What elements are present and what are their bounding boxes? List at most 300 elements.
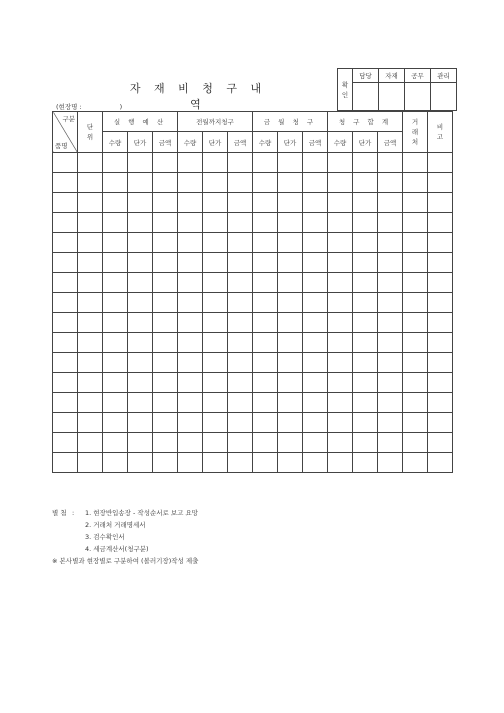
table-cell[interactable]: [153, 453, 178, 473]
table-cell[interactable]: [103, 193, 128, 213]
table-cell[interactable]: [178, 233, 203, 253]
table-cell[interactable]: [128, 393, 153, 413]
table-cell[interactable]: [303, 333, 328, 353]
table-cell[interactable]: [378, 433, 403, 453]
table-cell[interactable]: [103, 453, 128, 473]
table-cell[interactable]: [228, 413, 253, 433]
table-cell[interactable]: [378, 193, 403, 213]
table-cell[interactable]: [353, 153, 378, 173]
table-cell[interactable]: [78, 233, 103, 253]
table-cell[interactable]: [228, 173, 253, 193]
corner-header-item-name: 품명: [55, 142, 68, 150]
table-cell[interactable]: [253, 153, 278, 173]
table-cell[interactable]: [203, 373, 228, 393]
table-cell[interactable]: [378, 333, 403, 353]
table-cell[interactable]: [328, 293, 353, 313]
table-cell[interactable]: [78, 253, 103, 273]
table-cell[interactable]: [228, 213, 253, 233]
table-cell[interactable]: [278, 393, 303, 413]
table-cell[interactable]: [53, 373, 78, 393]
table-cell[interactable]: [128, 193, 153, 213]
table-cell[interactable]: [378, 353, 403, 373]
note-line: [52, 507, 198, 519]
table-cell[interactable]: [378, 453, 403, 473]
table-cell[interactable]: [403, 213, 428, 233]
table-cell[interactable]: [278, 253, 303, 273]
table-cell[interactable]: [403, 293, 428, 313]
table-cell[interactable]: [53, 213, 78, 233]
table-cell[interactable]: [153, 273, 178, 293]
table-cell[interactable]: [78, 273, 103, 293]
table-cell[interactable]: [253, 293, 278, 313]
table-row: [53, 233, 453, 253]
table-cell[interactable]: [303, 213, 328, 233]
table-cell[interactable]: [228, 253, 253, 273]
table-cell[interactable]: [278, 273, 303, 293]
table-cell[interactable]: [328, 353, 353, 373]
site-name-line: [56, 102, 122, 111]
table-cell[interactable]: [203, 453, 228, 473]
table-cell[interactable]: [203, 213, 228, 233]
table-cell[interactable]: [153, 313, 178, 333]
table-cell[interactable]: [153, 253, 178, 273]
table-cell[interactable]: [428, 313, 453, 333]
table-cell[interactable]: [353, 413, 378, 433]
table-cell[interactable]: [153, 413, 178, 433]
table-cell[interactable]: [153, 393, 178, 413]
footnote: ※ 본사별과 현장별로 구분하여 (볼러기장)작성 제출: [52, 557, 199, 565]
table-cell[interactable]: [128, 293, 153, 313]
table-cell[interactable]: [403, 453, 428, 473]
table-cell[interactable]: [203, 273, 228, 293]
table-cell[interactable]: [403, 433, 428, 453]
table-cell[interactable]: [428, 433, 453, 453]
table-cell[interactable]: [378, 293, 403, 313]
table-cell[interactable]: [53, 433, 78, 453]
table-cell[interactable]: [178, 153, 203, 173]
corner-header-category: 구분: [62, 115, 75, 123]
table-cell[interactable]: [228, 333, 253, 353]
corner-header-cell: [53, 112, 78, 153]
table-cell[interactable]: [253, 253, 278, 273]
table-cell[interactable]: [403, 393, 428, 413]
table-cell[interactable]: [178, 453, 203, 473]
table-cell[interactable]: [203, 193, 228, 213]
table-cell[interactable]: [328, 393, 353, 413]
table-cell[interactable]: [328, 173, 353, 193]
sub-header-unit-price: 단가: [353, 132, 378, 153]
table-cell[interactable]: [378, 413, 403, 433]
table-cell[interactable]: [378, 173, 403, 193]
table-cell[interactable]: [403, 273, 428, 293]
table-cell[interactable]: [128, 413, 153, 433]
table-cell[interactable]: [103, 393, 128, 413]
table-cell[interactable]: [328, 413, 353, 433]
table-cell[interactable]: [303, 233, 328, 253]
table-cell[interactable]: [403, 153, 428, 173]
table-cell[interactable]: [253, 353, 278, 373]
table-cell[interactable]: [53, 313, 78, 333]
table-cell[interactable]: [153, 193, 178, 213]
table-cell[interactable]: [328, 433, 353, 453]
table-cell[interactable]: [428, 233, 453, 253]
table-cell[interactable]: [428, 253, 453, 273]
table-cell[interactable]: [53, 393, 78, 413]
table-cell[interactable]: [353, 253, 378, 273]
unit-header: [78, 112, 103, 153]
table-cell[interactable]: [53, 153, 78, 173]
table-cell[interactable]: [53, 173, 78, 193]
sub-header-amount: 금액: [303, 132, 328, 153]
table-cell[interactable]: [203, 353, 228, 373]
table-cell[interactable]: [78, 193, 103, 213]
table-cell[interactable]: [353, 353, 378, 373]
table-cell[interactable]: [153, 173, 178, 193]
table-cell[interactable]: [428, 173, 453, 193]
table-cell[interactable]: [353, 313, 378, 333]
group-header-budget: 실 행 예 산: [103, 112, 178, 132]
table-cell[interactable]: [78, 153, 103, 173]
table-cell[interactable]: [78, 333, 103, 353]
table-cell[interactable]: [78, 413, 103, 433]
sub-header-quantity: 수량: [328, 132, 353, 153]
table-cell[interactable]: [378, 393, 403, 413]
table-cell[interactable]: [53, 333, 78, 353]
table-cell[interactable]: [403, 313, 428, 333]
table-cell[interactable]: [278, 333, 303, 353]
table-cell[interactable]: [403, 233, 428, 253]
table-cell[interactable]: [178, 353, 203, 373]
table-cell[interactable]: [203, 153, 228, 173]
table-cell[interactable]: [253, 393, 278, 413]
table-cell[interactable]: [153, 433, 178, 453]
table-cell[interactable]: [353, 393, 378, 413]
table-cell[interactable]: [103, 233, 128, 253]
document-title: 자 재 비 청 구 내 역: [129, 82, 267, 111]
table-cell[interactable]: [53, 293, 78, 313]
table-cell[interactable]: [228, 153, 253, 173]
table-cell[interactable]: [303, 433, 328, 453]
table-cell[interactable]: [353, 173, 378, 193]
table-cell[interactable]: [228, 293, 253, 313]
table-cell[interactable]: [253, 193, 278, 213]
table-cell[interactable]: [253, 173, 278, 193]
table-cell[interactable]: [78, 173, 103, 193]
table-cell[interactable]: [428, 333, 453, 353]
approval-sign-cell[interactable]: [405, 83, 431, 111]
table-cell[interactable]: [303, 193, 328, 213]
note-item: 1. 현장반입송장 - 작성순서로 보고 요망: [85, 509, 199, 517]
approval-sign-cell[interactable]: [379, 83, 405, 111]
table-cell[interactable]: [328, 273, 353, 293]
table-cell[interactable]: [153, 293, 178, 313]
table-cell[interactable]: [178, 393, 203, 413]
table-row: [53, 313, 453, 333]
table-cell[interactable]: [428, 373, 453, 393]
table-cell[interactable]: [128, 433, 153, 453]
table-cell[interactable]: [253, 233, 278, 253]
table-cell[interactable]: [328, 453, 353, 473]
table-cell[interactable]: [278, 193, 303, 213]
table-cell[interactable]: [78, 293, 103, 313]
table-cell[interactable]: [278, 153, 303, 173]
sub-header-amount: 금액: [228, 132, 253, 153]
table-cell[interactable]: [253, 413, 278, 433]
sub-header-quantity: 수량: [178, 132, 203, 153]
table-cell[interactable]: [128, 153, 153, 173]
table-cell[interactable]: [53, 193, 78, 213]
table-cell[interactable]: [278, 413, 303, 433]
table-cell[interactable]: [103, 213, 128, 233]
table-cell[interactable]: [278, 233, 303, 253]
sub-header-quantity: 수량: [253, 132, 278, 153]
table-cell[interactable]: [78, 313, 103, 333]
table-cell[interactable]: [278, 293, 303, 313]
table-cell[interactable]: [103, 333, 128, 353]
notes-section: [52, 507, 198, 567]
table-cell[interactable]: [53, 453, 78, 473]
table-cell[interactable]: [78, 213, 103, 233]
table-cell[interactable]: [253, 213, 278, 233]
table-cell[interactable]: [78, 373, 103, 393]
table-cell[interactable]: [278, 453, 303, 473]
table-cell[interactable]: [328, 213, 353, 233]
remarks-header: [428, 112, 453, 153]
note-item: 2. 거래처 거래명세서: [85, 521, 146, 529]
table-cell[interactable]: [103, 353, 128, 373]
table-cell[interactable]: [328, 373, 353, 393]
table-cell[interactable]: [228, 353, 253, 373]
table-cell[interactable]: [203, 413, 228, 433]
table-cell[interactable]: [303, 373, 328, 393]
table-cell[interactable]: [353, 333, 378, 353]
table-cell[interactable]: [303, 173, 328, 193]
table-cell[interactable]: [78, 453, 103, 473]
table-cell[interactable]: [253, 313, 278, 333]
table-cell[interactable]: [128, 233, 153, 253]
table-cell[interactable]: [103, 293, 128, 313]
table-cell[interactable]: [303, 393, 328, 413]
table-cell[interactable]: [278, 433, 303, 453]
table-cell[interactable]: [253, 333, 278, 353]
table-cell[interactable]: [178, 433, 203, 453]
unit-header-char: 단: [86, 123, 94, 131]
table-cell[interactable]: [253, 273, 278, 293]
table-cell[interactable]: [103, 153, 128, 173]
table-cell[interactable]: [153, 353, 178, 373]
table-cell[interactable]: [78, 393, 103, 413]
approval-sign-cell[interactable]: [431, 83, 457, 111]
table-cell[interactable]: [128, 173, 153, 193]
table-cell[interactable]: [428, 293, 453, 313]
table-cell[interactable]: [178, 193, 203, 213]
note-line: [52, 543, 198, 555]
table-cell[interactable]: [303, 413, 328, 433]
table-cell[interactable]: [128, 253, 153, 273]
table-row: [53, 373, 453, 393]
table-cell[interactable]: [53, 233, 78, 253]
table-cell[interactable]: [403, 373, 428, 393]
group-header-current-claims: 금 월 청 구: [253, 112, 328, 132]
table-cell[interactable]: [378, 213, 403, 233]
table-cell[interactable]: [403, 353, 428, 373]
note-item: 3. 검수확인서: [85, 533, 125, 541]
table-cell[interactable]: [153, 333, 178, 353]
table-cell[interactable]: [178, 213, 203, 233]
table-cell[interactable]: [353, 293, 378, 313]
table-cell[interactable]: [128, 213, 153, 233]
table-cell[interactable]: [203, 233, 228, 253]
table-cell[interactable]: [53, 413, 78, 433]
unit-header-char: 위: [86, 133, 94, 141]
site-name-label: (현장명 :: [56, 103, 82, 111]
table-cell[interactable]: [178, 273, 203, 293]
table-cell[interactable]: [228, 233, 253, 253]
table-cell[interactable]: [428, 393, 453, 413]
table-cell[interactable]: [53, 273, 78, 293]
table-cell[interactable]: [53, 353, 78, 373]
table-cell[interactable]: [353, 273, 378, 293]
table-cell[interactable]: [403, 253, 428, 273]
table-cell[interactable]: [303, 353, 328, 373]
table-cell[interactable]: [203, 173, 228, 193]
table-cell[interactable]: [203, 433, 228, 453]
table-cell[interactable]: [303, 273, 328, 293]
approval-role-header: 관리: [431, 69, 457, 83]
table-cell[interactable]: [153, 233, 178, 253]
table-cell[interactable]: [303, 293, 328, 313]
table-cell[interactable]: [378, 373, 403, 393]
note-line: [52, 531, 198, 543]
table-cell[interactable]: [228, 373, 253, 393]
table-cell[interactable]: [228, 393, 253, 413]
table-cell[interactable]: [228, 273, 253, 293]
table-cell[interactable]: [328, 233, 353, 253]
table-row: [53, 173, 453, 193]
table-cell[interactable]: [378, 313, 403, 333]
table-cell[interactable]: [428, 453, 453, 473]
table-cell[interactable]: [203, 253, 228, 273]
table-cell[interactable]: [53, 253, 78, 273]
table-cell[interactable]: [328, 253, 353, 273]
table-cell[interactable]: [303, 153, 328, 173]
table-cell[interactable]: [378, 233, 403, 253]
table-cell[interactable]: [103, 373, 128, 393]
footnote-line: [52, 555, 198, 567]
approval-sign-cell[interactable]: [353, 83, 379, 111]
table-cell[interactable]: [328, 333, 353, 353]
table-cell[interactable]: [353, 453, 378, 473]
table-cell[interactable]: [228, 453, 253, 473]
table-cell[interactable]: [153, 373, 178, 393]
table-cell[interactable]: [128, 373, 153, 393]
table-cell[interactable]: [153, 213, 178, 233]
table-cell[interactable]: [428, 273, 453, 293]
table-cell[interactable]: [353, 213, 378, 233]
table-cell[interactable]: [228, 313, 253, 333]
vendor-header-char: 래: [411, 128, 419, 136]
table-cell[interactable]: [103, 273, 128, 293]
table-cell[interactable]: [103, 253, 128, 273]
table-cell[interactable]: [128, 333, 153, 353]
table-cell[interactable]: [103, 413, 128, 433]
table-cell[interactable]: [378, 253, 403, 273]
table-cell[interactable]: [403, 413, 428, 433]
table-cell[interactable]: [428, 153, 453, 173]
table-cell[interactable]: [103, 313, 128, 333]
table-cell[interactable]: [303, 313, 328, 333]
vendor-header-char: 거: [411, 118, 419, 126]
table-cell[interactable]: [178, 373, 203, 393]
table-cell[interactable]: [278, 353, 303, 373]
table-cell[interactable]: [178, 253, 203, 273]
table-cell[interactable]: [253, 373, 278, 393]
vendor-header-char: 처: [411, 138, 419, 146]
table-cell[interactable]: [428, 353, 453, 373]
table-cell[interactable]: [253, 433, 278, 453]
table-cell[interactable]: [128, 453, 153, 473]
table-cell[interactable]: [353, 433, 378, 453]
table-cell[interactable]: [128, 313, 153, 333]
group-header-claim-total: 청 구 합 계: [328, 112, 403, 132]
table-cell[interactable]: [428, 213, 453, 233]
table-cell[interactable]: [178, 173, 203, 193]
table-cell[interactable]: [253, 453, 278, 473]
table-cell[interactable]: [78, 433, 103, 453]
table-cell[interactable]: [103, 433, 128, 453]
attachment-label: 별 첨: [52, 509, 67, 517]
table-cell[interactable]: [128, 273, 153, 293]
table-cell[interactable]: [228, 433, 253, 453]
table-cell[interactable]: [403, 333, 428, 353]
table-cell[interactable]: [428, 413, 453, 433]
table-cell[interactable]: [378, 273, 403, 293]
table-cell[interactable]: [178, 413, 203, 433]
table-cell[interactable]: [403, 173, 428, 193]
table-cell[interactable]: [203, 333, 228, 353]
table-cell[interactable]: [278, 373, 303, 393]
table-cell[interactable]: [328, 153, 353, 173]
table-cell[interactable]: [278, 313, 303, 333]
table-cell[interactable]: [178, 313, 203, 333]
table-cell[interactable]: [428, 193, 453, 213]
table-cell[interactable]: [303, 453, 328, 473]
table-cell[interactable]: [203, 393, 228, 413]
table-cell[interactable]: [278, 173, 303, 193]
table-cell[interactable]: [303, 253, 328, 273]
table-cell[interactable]: [153, 153, 178, 173]
table-cell[interactable]: [178, 333, 203, 353]
table-cell[interactable]: [378, 153, 403, 173]
table-cell[interactable]: [78, 353, 103, 373]
table-cell[interactable]: [278, 213, 303, 233]
table-cell[interactable]: [328, 313, 353, 333]
table-cell[interactable]: [403, 193, 428, 213]
note-line: [52, 519, 198, 531]
table-cell[interactable]: [353, 373, 378, 393]
table-cell[interactable]: [128, 353, 153, 373]
table-cell[interactable]: [353, 193, 378, 213]
table-cell[interactable]: [328, 193, 353, 213]
table-cell[interactable]: [203, 293, 228, 313]
table-row: [53, 433, 453, 453]
table-cell[interactable]: [178, 293, 203, 313]
table-cell[interactable]: [103, 173, 128, 193]
table-cell[interactable]: [203, 313, 228, 333]
table-cell[interactable]: [353, 233, 378, 253]
table-cell[interactable]: [228, 193, 253, 213]
table-row: [53, 453, 453, 473]
